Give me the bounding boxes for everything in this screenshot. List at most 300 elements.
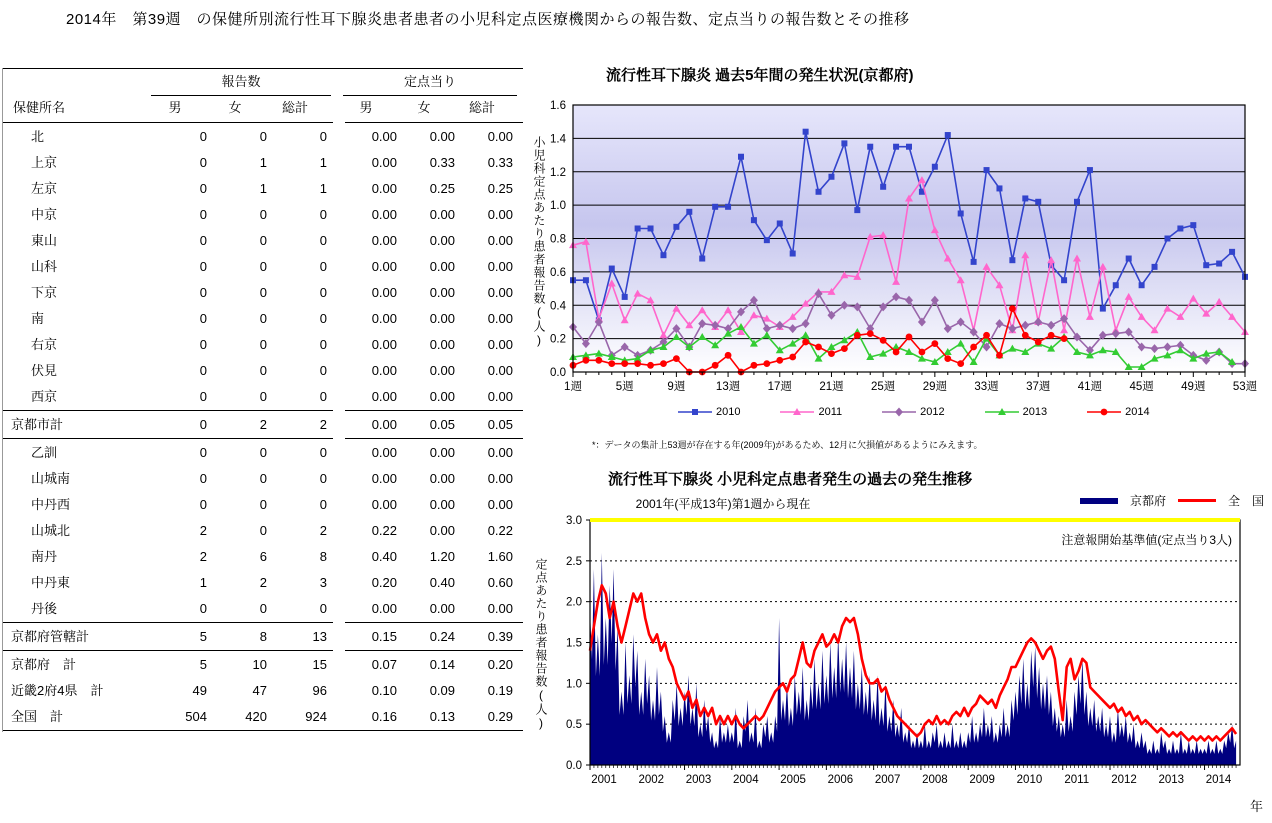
marker-square [906, 144, 912, 150]
marker-square [751, 217, 757, 223]
cell-value: 0.00 [487, 601, 513, 616]
cell-value: 0 [259, 285, 267, 300]
cell-value: 0.00 [429, 233, 455, 248]
legend-item-2012 [882, 406, 944, 418]
marker-square [854, 207, 860, 213]
x-tick-label: 41週 [1077, 381, 1103, 393]
marker-square [712, 204, 718, 210]
cell-value: 0.00 [371, 311, 397, 326]
marker-circle [906, 334, 913, 341]
legend-marker-shape [895, 408, 903, 417]
marker-circle [725, 352, 732, 359]
legend-item-2010 [678, 406, 740, 418]
marker-circle [1022, 332, 1029, 339]
marker-circle [595, 357, 602, 364]
marker-square [996, 185, 1002, 191]
marker-circle [919, 349, 926, 356]
cell-value: 0.00 [429, 285, 455, 300]
cell-value: 0 [259, 523, 267, 538]
y-tick-label: 0.2 [550, 333, 566, 346]
history-chart [528, 458, 1272, 823]
cell-value: 420 [245, 709, 267, 724]
x-tick-label: 2008 [922, 774, 948, 786]
x-tick-label: 1週 [564, 381, 582, 393]
table-row [3, 544, 525, 570]
cell-value: 0 [319, 601, 327, 616]
cell-value: 0 [319, 311, 327, 326]
cell-value: 0 [199, 363, 207, 378]
group-gap [331, 492, 343, 518]
rule-segment [3, 622, 333, 623]
name-column-header: 保健所名 [13, 100, 66, 115]
x-tick-label: 9週 [667, 381, 686, 393]
cell-value: 8 [319, 549, 327, 564]
group-gap [331, 96, 343, 122]
rule-segment [345, 410, 523, 411]
row-label: 山城北 [31, 523, 71, 538]
history-chart-xlabel: 年 [1250, 799, 1264, 814]
y-tick-label: 2.5 [566, 555, 582, 568]
cell-value: 0.00 [487, 259, 513, 274]
cell-value: 0.00 [487, 497, 513, 512]
marker-circle [944, 355, 951, 362]
marker-circle [1009, 305, 1016, 312]
group-gap [331, 202, 343, 228]
rule-segment [3, 410, 333, 411]
cell-value: 0 [319, 497, 327, 512]
cell-value: 0 [259, 471, 267, 486]
cell-value: 6 [259, 549, 267, 564]
y-tick-label: 3.0 [566, 515, 582, 527]
cell-value: 0.22 [487, 523, 513, 538]
legend-label: 2014 [1125, 406, 1150, 418]
cell-value: 0.00 [371, 417, 397, 432]
marker-square [1113, 282, 1119, 288]
x-tick-label: 21週 [819, 381, 844, 393]
cell-value: 0.00 [371, 233, 397, 248]
x-tick-label: 25週 [871, 381, 896, 393]
rule-segment [345, 122, 523, 123]
group-gap [331, 596, 343, 622]
cell-value: 49 [192, 683, 207, 698]
marker-square [1022, 195, 1028, 201]
cell-value: 0.05 [429, 417, 455, 432]
x-tick-label: 29週 [922, 381, 947, 393]
threshold-annotation: 注意報開始基準値(定点当り3人) [1061, 533, 1232, 547]
group-gap [331, 704, 343, 730]
marker-circle [802, 339, 809, 346]
cell-value: 0.00 [487, 471, 513, 486]
row-label: 京都府管轄計 [11, 629, 90, 644]
marker-circle [867, 330, 874, 337]
cell-value: 0.60 [487, 575, 513, 590]
table-row [3, 596, 525, 622]
x-tick-label: 5週 [615, 381, 634, 393]
x-tick-label: 33週 [974, 381, 999, 393]
x-tick-label: 2006 [827, 774, 854, 786]
cell-value: 2 [199, 523, 207, 538]
x-tick-label: 49週 [1181, 381, 1206, 393]
cell-value: 0.24 [429, 629, 455, 644]
table-row [3, 176, 525, 202]
cell-value: 0.00 [371, 389, 397, 404]
group-gap [331, 652, 343, 678]
legend-marker-2010 [678, 407, 712, 417]
rule-segment [345, 650, 523, 651]
kyoto-legend-label: 京都府 [1130, 494, 1167, 508]
legend-item-2013 [985, 406, 1047, 418]
marker-circle [970, 344, 977, 351]
rule-segment [345, 622, 523, 623]
column-header: 総計 [281, 100, 308, 115]
cell-value: 0.00 [371, 497, 397, 512]
table-rule [3, 730, 525, 732]
row-label: 東山 [31, 233, 58, 248]
x-tick-label: 2002 [638, 774, 665, 786]
cell-value: 0.00 [371, 181, 397, 196]
group-gap [331, 124, 343, 150]
cell-value: 0.20 [487, 657, 513, 672]
marker-square [1126, 256, 1132, 262]
marker-square [1203, 262, 1209, 268]
marker-square [803, 129, 809, 135]
marker-circle [634, 360, 641, 367]
cell-value: 0.25 [429, 181, 455, 196]
marker-circle [621, 360, 628, 367]
cell-value: 0 [199, 181, 207, 196]
table-row [3, 440, 525, 466]
cell-value: 0 [199, 155, 207, 170]
table-row [3, 624, 525, 650]
marker-circle [647, 362, 654, 369]
marker-square [673, 224, 679, 230]
history-chart-legend [1080, 492, 1264, 509]
table-row [3, 280, 525, 306]
table-row [3, 652, 525, 678]
cell-value: 0 [199, 207, 207, 222]
marker-square [699, 256, 705, 262]
row-label: 京都府 計 [11, 657, 77, 672]
table-row [3, 570, 525, 596]
group-gap [331, 570, 343, 596]
marker-circle [789, 354, 796, 361]
marker-square [660, 252, 666, 258]
table-row [3, 228, 525, 254]
marker-square [1074, 199, 1080, 205]
y-tick-label: 0.0 [566, 760, 582, 772]
table-row [3, 306, 525, 332]
row-label: 近畿2府4県 計 [11, 683, 104, 698]
cell-value: 0 [199, 471, 207, 486]
cell-value: 0.00 [371, 207, 397, 222]
marker-square [1152, 264, 1158, 270]
table-row [3, 518, 525, 544]
cell-value: 0.13 [429, 709, 455, 724]
cell-value: 0.00 [429, 523, 455, 538]
row-label: 伏見 [31, 363, 58, 378]
x-tick-label: 2010 [1016, 774, 1043, 786]
marker-square [1139, 282, 1145, 288]
x-tick-label: 2013 [1158, 774, 1185, 786]
cell-value: 0.00 [487, 363, 513, 378]
cell-value: 0 [199, 311, 207, 326]
cell-value: 0.00 [371, 445, 397, 460]
marker-circle [841, 345, 848, 352]
cell-value: 0.00 [487, 389, 513, 404]
cell-value: 3 [319, 575, 327, 590]
marker-circle [893, 349, 900, 356]
cell-value: 1.60 [487, 549, 513, 564]
group-gap [331, 70, 343, 96]
cell-value: 0 [319, 285, 327, 300]
marker-circle [712, 362, 719, 369]
y-tick-label: 2.0 [566, 596, 582, 609]
cell-value: 10 [252, 657, 267, 672]
row-label: 中京 [31, 207, 58, 222]
marker-square [635, 225, 641, 231]
cell-value: 0 [319, 233, 327, 248]
cell-value: 0.00 [429, 445, 455, 460]
cell-value: 0.33 [429, 155, 455, 170]
rule-segment [3, 730, 523, 731]
y-tick-label: 0.4 [550, 300, 566, 313]
x-tick-label: 2007 [874, 774, 901, 786]
marker-square [1164, 236, 1170, 242]
cell-value: 0.22 [371, 523, 397, 538]
marker-circle [1035, 339, 1042, 346]
cell-value: 8 [259, 629, 267, 644]
cell-value: 0.05 [487, 417, 513, 432]
x-tick-label: 2011 [1064, 774, 1090, 786]
marker-square [1229, 249, 1235, 255]
cell-value: 0.00 [487, 285, 513, 300]
row-label: 山城南 [31, 471, 71, 486]
cell-value: 13 [312, 629, 327, 644]
row-label: 山科 [31, 259, 58, 274]
cell-value: 2 [319, 523, 327, 538]
marker-circle [763, 360, 770, 367]
spacer [3, 70, 151, 96]
cell-value: 0 [259, 389, 267, 404]
table-row [3, 358, 525, 384]
x-tick-label: 37週 [1026, 381, 1051, 393]
row-label: 中丹西 [31, 497, 71, 512]
five-year-chart [528, 58, 1272, 458]
group-gap [331, 678, 343, 704]
five-year-chart-footnote: *：データの集計上53週が存在する年(2009年)があるため、12月に欠損値があるようにみえます。 [592, 440, 983, 450]
marker-circle [1061, 335, 1068, 342]
row-label: 丹後 [31, 601, 58, 616]
group-gap [331, 254, 343, 280]
cell-value: 0.07 [371, 657, 397, 672]
marker-square [725, 204, 731, 210]
marker-square [777, 220, 783, 226]
y-tick-label: 0.0 [550, 367, 566, 379]
marker-circle [957, 360, 964, 367]
group-gap [331, 306, 343, 332]
marker-square [764, 237, 770, 243]
marker-circle [1048, 332, 1055, 339]
cell-value: 0.16 [371, 709, 397, 724]
cell-value: 0 [319, 337, 327, 352]
rule-segment [3, 122, 333, 123]
cell-value: 0 [199, 337, 207, 352]
marker-square [1100, 306, 1106, 312]
legend-item-2014 [1087, 406, 1149, 418]
column-header: 女 [228, 100, 242, 115]
cell-value: 0 [199, 259, 207, 274]
table-group-header-row [3, 70, 525, 96]
cell-value: 0.00 [487, 311, 513, 326]
table-row [3, 678, 525, 704]
cell-value: 2 [199, 549, 207, 564]
cell-value: 0 [319, 363, 327, 378]
row-label: 南丹 [31, 549, 58, 564]
marker-square [1035, 199, 1041, 205]
cell-value: 5 [199, 629, 207, 644]
table-row [3, 466, 525, 492]
cell-value: 0.00 [429, 207, 455, 222]
marker-square [841, 140, 847, 146]
cell-value: 47 [252, 683, 267, 698]
cell-value: 1 [319, 155, 327, 170]
cell-value: 0.00 [371, 601, 397, 616]
cell-value: 504 [185, 709, 207, 724]
cell-value: 0 [319, 129, 327, 144]
x-tick-label: 53週 [1232, 381, 1258, 393]
cell-value: 0.00 [429, 497, 455, 512]
row-label: 下京 [31, 285, 58, 300]
legend-label: 2010 [716, 406, 741, 418]
cell-value: 0 [259, 129, 267, 144]
row-label: 上京 [31, 155, 58, 170]
cell-value: 0.29 [487, 709, 513, 724]
cell-value: 0.00 [429, 311, 455, 326]
cell-value: 0 [199, 497, 207, 512]
cell-value: 5 [199, 657, 207, 672]
group-gap [331, 228, 343, 254]
marker-square [893, 144, 899, 150]
cell-value: 0.10 [371, 683, 397, 698]
table-row [3, 124, 525, 150]
cell-value: 1 [319, 181, 327, 196]
table-row [3, 332, 525, 358]
cell-value: 0 [199, 129, 207, 144]
five-year-chart-ylabel: 小児科定点あたり患者報告数(人) [532, 136, 546, 348]
y-tick-label: 1.0 [550, 200, 566, 213]
row-label: 北 [31, 129, 45, 144]
y-tick-label: 1.5 [566, 637, 582, 650]
group-gap [331, 466, 343, 492]
rule-segment [3, 68, 523, 69]
marker-square [984, 167, 990, 173]
marker-square [1190, 222, 1196, 228]
cell-value: 0.00 [371, 363, 397, 378]
page-title: 2014年 第39週 の保健所別流行性耳下腺炎患者患者の小児科定点医療機関からの報告数、定点当りの報告数とその推移 [66, 11, 910, 28]
cell-value: 0.14 [429, 657, 455, 672]
marker-square [1061, 277, 1067, 283]
row-label: 中丹東 [31, 575, 71, 590]
group-gap [331, 358, 343, 384]
five-year-chart-plot [528, 94, 1272, 400]
group-gap [331, 440, 343, 466]
table-row [3, 254, 525, 280]
history-chart-title: 流行性耳下腺炎 小児科定点患者発生の過去の発生推移 [608, 471, 973, 488]
cell-value: 0 [259, 311, 267, 326]
marker-square [738, 154, 744, 160]
group-gap [331, 332, 343, 358]
marker-square [648, 225, 654, 231]
cell-value: 0 [259, 337, 267, 352]
group-gap [331, 518, 343, 544]
report-table [2, 68, 525, 732]
cell-value: 15 [312, 657, 327, 672]
zenkoku-legend-swatch [1178, 499, 1216, 502]
cell-value: 0.40 [429, 575, 455, 590]
cell-value: 0 [319, 259, 327, 274]
legend-label: 2011 [818, 406, 843, 418]
cell-value: 0 [259, 445, 267, 460]
y-tick-label: 0.6 [550, 266, 566, 279]
cell-value: 0 [199, 389, 207, 404]
cell-value: 0 [259, 601, 267, 616]
cell-value: 0.00 [429, 601, 455, 616]
row-label: 右京 [31, 337, 58, 352]
x-tick-label: 2005 [780, 774, 806, 786]
legend-marker-2013 [985, 407, 1019, 417]
history-chart-plot [528, 510, 1272, 810]
marker-circle [854, 332, 861, 339]
y-tick-label: 0.8 [550, 233, 566, 246]
marker-circle [880, 337, 887, 344]
table-row [3, 202, 525, 228]
cell-value: 0.00 [487, 445, 513, 460]
row-label: 左京 [31, 181, 58, 196]
group-header-houkoku: 報告数 [151, 70, 331, 96]
marker-square [828, 174, 834, 180]
rule-segment [345, 438, 523, 439]
five-year-chart-legend [678, 406, 1150, 418]
cell-value: 0 [319, 389, 327, 404]
cell-value: 0.00 [371, 285, 397, 300]
group-gap [331, 624, 343, 650]
legend-label: 2012 [920, 406, 945, 418]
marker-circle [983, 332, 990, 339]
row-label: 乙訓 [31, 445, 58, 460]
group-gap [331, 544, 343, 570]
cell-value: 0.00 [429, 129, 455, 144]
cell-value: 0 [199, 417, 207, 432]
cell-value: 0.00 [429, 259, 455, 274]
rule-segment [3, 438, 333, 439]
cell-value: 0.33 [487, 155, 513, 170]
marker-square [583, 277, 589, 283]
cell-value: 924 [305, 709, 327, 724]
cell-value: 1.20 [429, 549, 455, 564]
marker-square [790, 251, 796, 257]
table-row [3, 412, 525, 438]
cell-value: 0 [199, 445, 207, 460]
marker-square [971, 259, 977, 265]
column-header: 男 [359, 100, 373, 115]
row-label: 南 [31, 311, 45, 326]
marker-square [945, 132, 951, 138]
marker-square [880, 184, 886, 190]
marker-square [1177, 225, 1183, 231]
cell-value: 0 [199, 233, 207, 248]
cell-value: 0.00 [429, 471, 455, 486]
cell-value: 0.15 [371, 629, 397, 644]
